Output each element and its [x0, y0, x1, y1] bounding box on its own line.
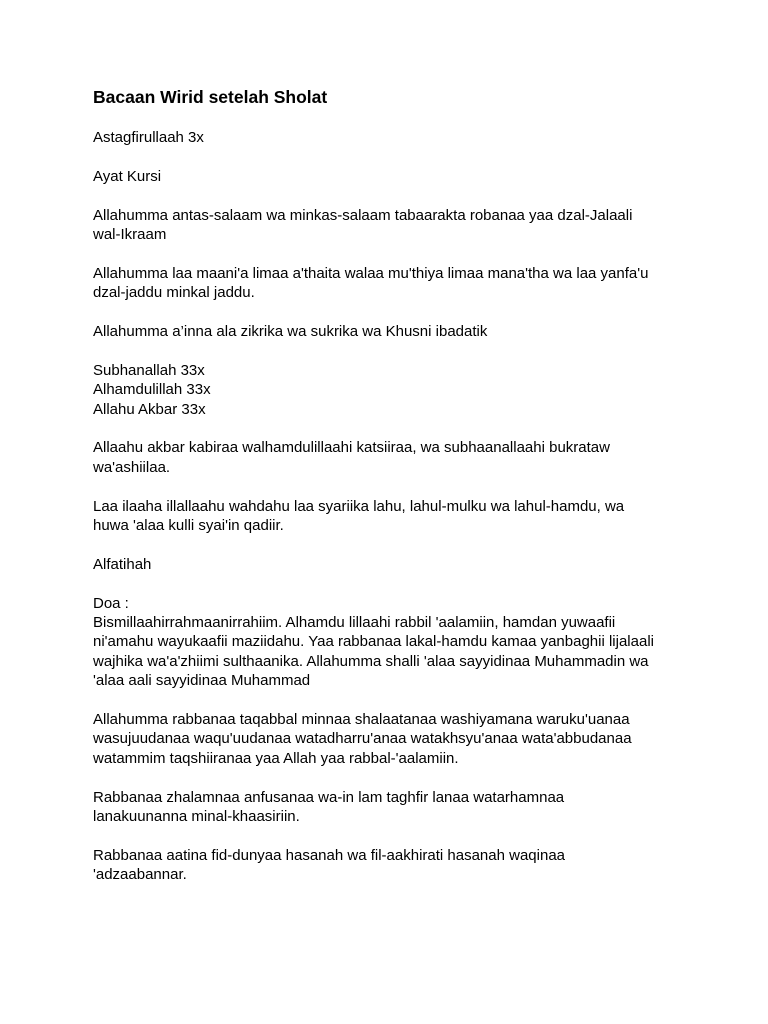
text-line: wa'ashiilaa. — [93, 458, 171, 476]
text-line: lanakuunanna minal-khaasiriin. — [93, 808, 300, 826]
text-line: 'adzaabannar. — [93, 866, 187, 884]
text-line: Allahumma a’inna ala zikrika wa sukrika wa Khusni ibadatik — [93, 323, 488, 340]
text-line: dzal-jaddu minkal jaddu. — [93, 284, 255, 302]
text-line: Allahumma antas-salaam wa minkas-salaam tabaarakta robanaa yaa dzal-Jalaali — [93, 206, 633, 224]
paragraph-rabbanaa-aatina — [93, 846, 693, 885]
paragraph-allaahu-akbar-kabiraa — [93, 438, 693, 477]
document-title: Bacaan Wirid setelah Sholat — [93, 87, 328, 107]
paragraph-doa — [93, 594, 693, 691]
paragraph-astagfirullaah — [93, 128, 693, 147]
paragraph-alfatihah — [93, 555, 693, 574]
text-line: wal-Ikraam — [93, 226, 167, 243]
text-line: watammim taqshiiranaa yaa Allah yaa rabbal-'aalamiin. — [93, 749, 459, 767]
text-line: Allahu Akbar 33x — [93, 400, 206, 418]
text-line: 'alaa aali sayyidinaa Muhammad — [93, 672, 311, 690]
text-line: huwa 'alaa kulli syai'in qadiir. — [93, 517, 284, 535]
text-line: Allahumma rabbanaa taqabbal minnaa shalaatanaa washiyamana waruku'uanaa — [93, 711, 630, 729]
text-line: Rabbanaa zhalamnaa anfusanaa wa-in lam taghfir lanaa watarhamnaa — [93, 788, 565, 806]
text-line: Rabbanaa aatina fid-dunyaa hasanah wa fil-aakhirati hasanah waqinaa — [93, 846, 566, 864]
paragraph-allahumma-antas-salaam — [93, 206, 693, 245]
paragraph-allahumma-rabbanaa-taqabbal — [93, 710, 693, 768]
paragraph-tasbih — [93, 361, 693, 419]
paragraph-allahumma-ainna — [93, 322, 693, 341]
text-line: Subhanallah 33x — [93, 361, 205, 379]
text-line: Bismillaahirrahmaanirrahiim. Alhamdu lillaahi rabbil 'aalamiin, hamdan yuwaafii — [93, 614, 616, 632]
document-page — [93, 86, 693, 904]
text-line: wajhika wa'a'zhiimi sulthaanika. Allahumma shalli 'alaa sayyidinaa Muhammadin wa — [93, 652, 649, 670]
paragraph-rabbanaa-zhalamnaa — [93, 788, 693, 827]
paragraph-ayat-kursi — [93, 167, 693, 186]
text-line: Doa : — [93, 594, 129, 612]
text-line: Alfatihah — [93, 555, 152, 573]
text-line: Laa ilaaha illallaahu wahdahu laa syariika lahu, lahul-mulku wa lahul-hamdu, wa — [93, 497, 625, 515]
paragraph-laa-ilaaha — [93, 497, 693, 536]
text-line: Allaahu akbar kabiraa walhamdulillaahi katsiiraa, wa subhaanallaahi bukrataw — [93, 439, 610, 457]
paragraph-allahumma-laa-maania — [93, 264, 693, 303]
text-line: ni'amahu wayukaafii maziidahu. Yaa rabbanaa lakal-hamdu kamaa yanbaghii lijalaali — [93, 633, 654, 651]
text-line: Ayat Kursi — [93, 167, 162, 185]
text-line: wasujuudanaa waqu'uudanaa watadharru'anaa watakhsyu'anaa wata'abbudanaa — [93, 730, 632, 748]
text-line: Astagfirullaah 3x — [93, 129, 204, 146]
text-line: Allahumma laa maani'a limaa a'thaita walaa mu'thiya limaa mana'tha wa laa yanfa'u — [93, 264, 649, 282]
text-line: Alhamdulillah 33x — [93, 381, 211, 399]
